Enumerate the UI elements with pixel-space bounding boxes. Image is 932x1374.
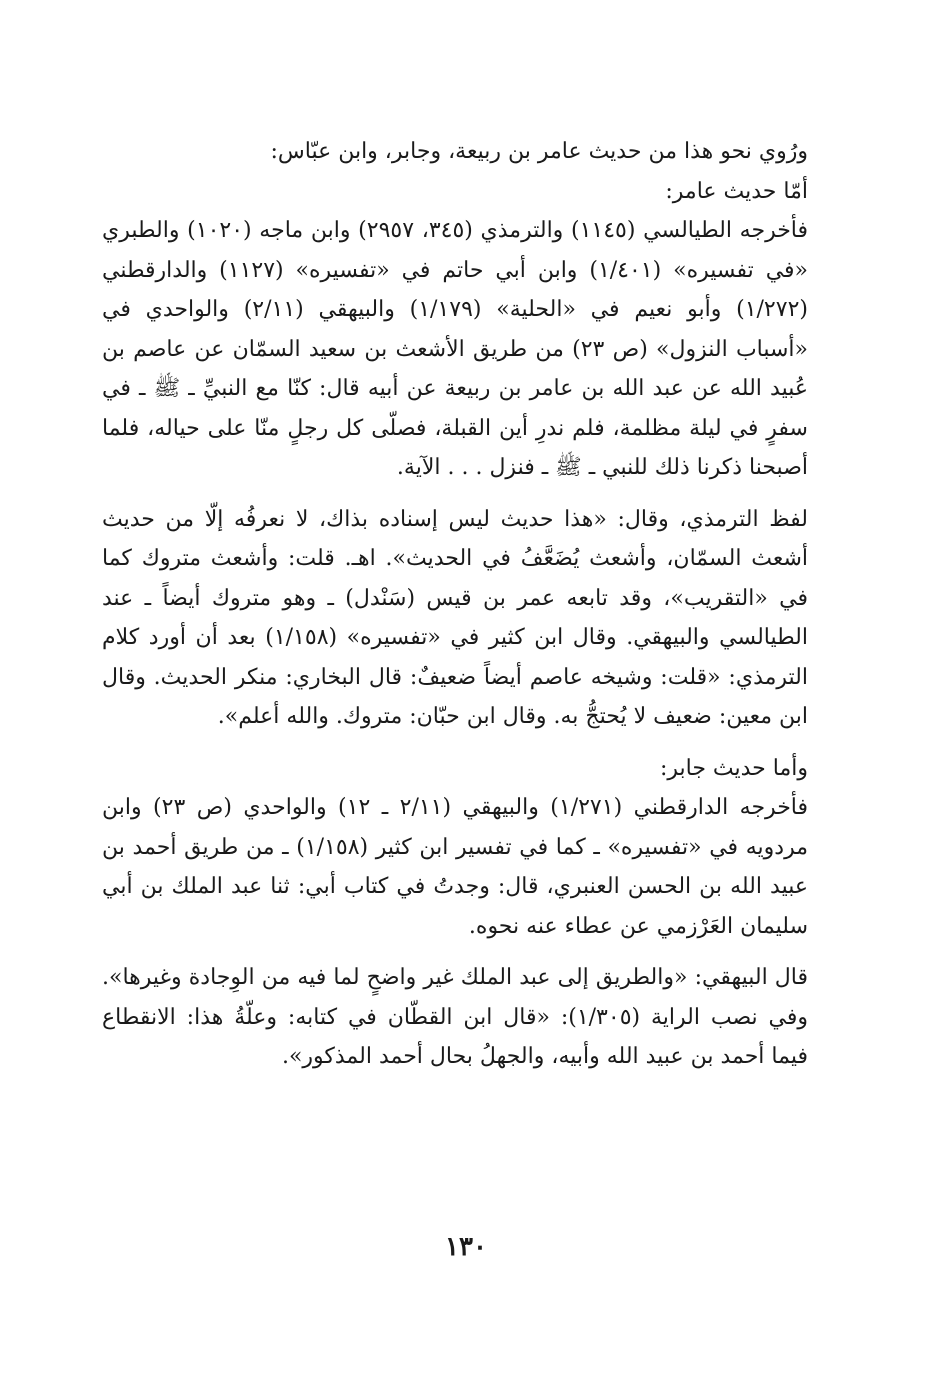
paragraph-tirmidhi-comment: لفظ الترمذي، وقال: «هذا حديث ليس إسناده بذاك، لا نعرفُه إلّا من حديث أشعث السمّان، وأشعث يُضَعَّفُ في الحديث». اهـ. قلت: وأشعث متروك كما في «التقريب»، وقد تابعه عمر بن قيس (سَنْدل) ـ وهو متروك أيضاً ـ عند الطيالسي والبيهقي. وقال ابن كثير في «تفسيره» (١/١٥٨) بعد أن أورد كلام الترمذي: «قلت: وشيخه عاصم أيضاً ضعيفٌ: قال البخاري: منكر الحديث. وقال ابن معين: ضعيف لا يُحتجُّ به. وقال ابن حبّان: متروك. والله أعلم». <box>102 506 808 729</box>
heading-jabir: وأما حديث جابر: <box>659 755 808 781</box>
paragraph-jabir-takhrij: فأخرجه الدارقطني (١/٢٧١) والبيهقي (٢/١١ ـ ١٢) والواحدي (ص ٢٣) وابن مردويه في «تفسيره» ـ كما في تفسير ابن كثير (١/١٥٨) ـ من طريق أحمد بن عبيد الله بن الحسن العنبري، قال: وجدتُ في كتاب أبي: ثنا عبد الملك بن أبي سليمان العَرْزمي عن عطاء عنه نحوه. <box>102 795 809 939</box>
page-number: ١٣٠ <box>445 1232 487 1262</box>
heading-amir: أمّا حديث عامر: <box>665 178 808 204</box>
body-text <box>102 132 808 1077</box>
paragraph-bayhaqi-comment: قال البيهقي: «والطريق إلى عبد الملك غير واضحٍ لما فيه من الوِجادة وغيرها». وفي نصب الراية (١/٣٠٥): «قال ابن القطّان في كتابه: وعلّةُ هذا: الانقطاع فيما أحمد بن عبيد الله وأبيه، والجهلُ بحال أحمد المذكور». <box>102 965 809 1069</box>
intro-line: ورُوي نحو هذا من حديث عامر بن ربيعة، وجابر، وابن عبّاس: <box>270 139 808 164</box>
paragraph-amir-takhrij: فأخرجه الطيالسي (١١٤٥) والترمذي (٣٤٥، ٢٩٥٧) وابن ماجه (١٠٢٠) والطبري «في تفسيره» (١/٤٠١) وابن أبي حاتم في «تفسيره» (١١٢٧) والدارقطني (١/٢٧٢) وأبو نعيم في «الحلية» (١/١٧٩) والبيهقي (٢/١١) والواحدي في «أسباب النزول» (ص ٢٣) من طريق الأشعث بن سعيد السمّان عن عاصم بن عُبيد الله عن عبد الله بن عامر بن ربيعة عن أبيه قال: كنّا مع النبيِّ ـ ﷺ ـ في سفرٍ في ليلة مظلمة، فلم ندرِ أين القبلة، فصلّى كل رجلٍ منّا على حياله، فلما أصبحنا ذكرنا ذلك للنبي ـ ﷺ ـ فنزل . . . الآية. <box>102 218 809 480</box>
